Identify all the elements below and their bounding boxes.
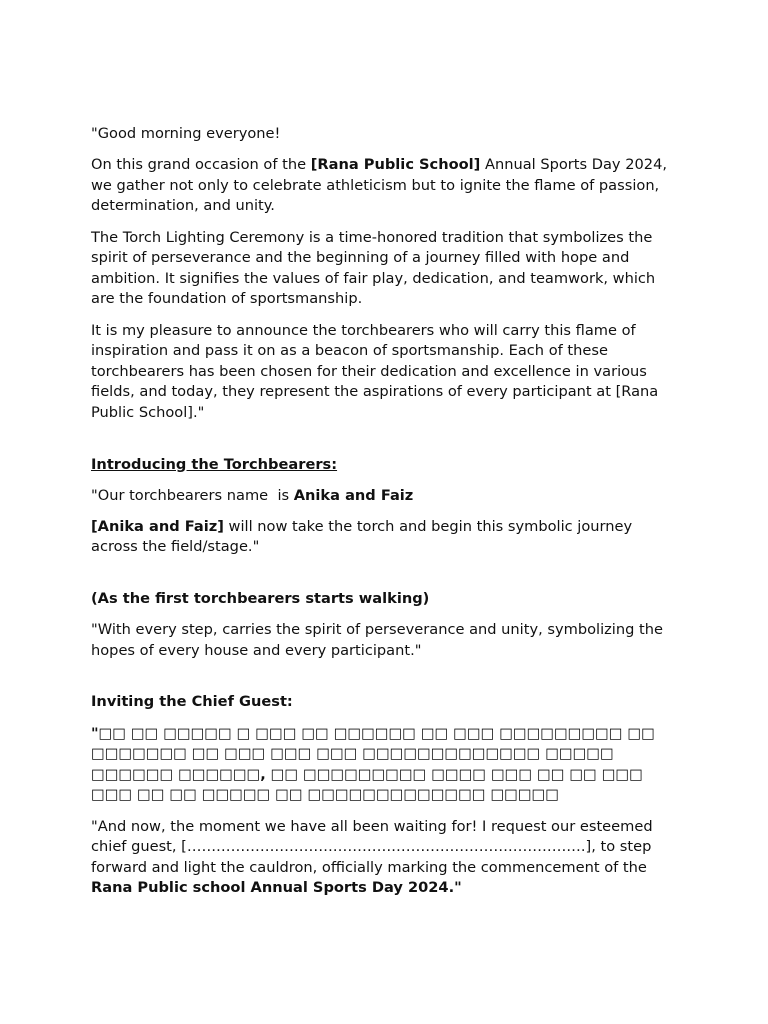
- torch-take-paragraph: [91, 517, 681, 558]
- ceremony-paragraph: [91, 228, 681, 310]
- greeting-text: "Good morning everyone!: [91, 125, 281, 142]
- intro-paragraph: [91, 155, 681, 217]
- walking-heading-text: (As the first torchbearers starts walking): [91, 590, 430, 608]
- intro-post-text: Annual Sports Day 2024, we gather not only to celebrate athleticism but to ignite the flame of passion, determination, and unity.: [91, 156, 667, 215]
- chief-request-text: "And now, the moment we have all been waiting for! I request our esteemed chief guest, [……………………………………………………………………….], to step forward and light the cauldron, officially marking the commencement of the: [91, 817, 653, 876]
- walking-quote-text: "With every step, carries the spirit of perseverance and unity, symbolizing the hopes of every house and every participant.": [91, 621, 663, 659]
- announce-paragraph: [91, 321, 681, 424]
- walking-heading: [91, 589, 681, 610]
- unrendered-script-comma: ,: [260, 765, 266, 783]
- torchbearers-heading-text: Introducing the Torchbearers:: [91, 455, 338, 473]
- chief-heading-text: Inviting the Chief Guest:: [91, 693, 293, 711]
- intro-pre-text: On this grand occasion of the: [91, 156, 311, 174]
- chief-request-closing-bold: Rana Public school Annual Sports Day 2024.": [91, 879, 462, 897]
- walking-quote-paragraph: [91, 620, 681, 661]
- chief-heading: [91, 692, 681, 713]
- school-name-bold: [Rana Public School]: [310, 156, 481, 174]
- torch-take-post: will now take the torch and begin this symbolic journey across the field/stage.": [91, 517, 633, 556]
- ceremony-text: The Torch Lighting Ceremony is a time-honored tradition that symbolizes the spirit of perseverance and the beginning of a journey filled with hope and ambition. It signifies the values of fair play, dedication, and teamwork, which are the foundation of sportsmanship.: [91, 228, 656, 308]
- announce-text: It is my pleasure to announce the torchbearers who will carry this flame of inspiration and pass it on as a beacon of sportsmanship. Each of these torchbearers has been chosen for their dedication and excellence in various fields, and today, they represent the aspirations of every participant at [Rana Public School].": [91, 321, 659, 421]
- unrendered-script-part1: "□□ □□ □□□□□ □ □□□ □□ □□□□□□ □□ □□□ □□□□□□□□□ □□ □□□□□□□ □□ □□□ □□□ □□□ □□□□□□□□□□□□□ □□□□□ □□□□□□ □□□□□□: [91, 724, 655, 783]
- torch-take-names-bold: [Anika and Faiz]: [91, 517, 224, 535]
- torchbearers-heading: [91, 455, 681, 476]
- unrendered-script-part2: □□ □□□□□□□□□ □□□□ □□□ □□ □□ □□□ □□□ □□ □□ □□□□□ □□ □□□□□□□□□□□□□ □□□□□: [91, 765, 643, 804]
- unrendered-script-paragraph: [91, 724, 681, 806]
- torchbearers-names-bold: Anika and Faiz: [293, 486, 414, 504]
- torchbearers-name-pre: "Our torchbearers name is: [91, 486, 294, 504]
- chief-request-paragraph: [91, 817, 681, 899]
- torchbearers-name-paragraph: [91, 486, 681, 507]
- document-body: [91, 124, 681, 910]
- greeting-paragraph: [91, 124, 681, 145]
